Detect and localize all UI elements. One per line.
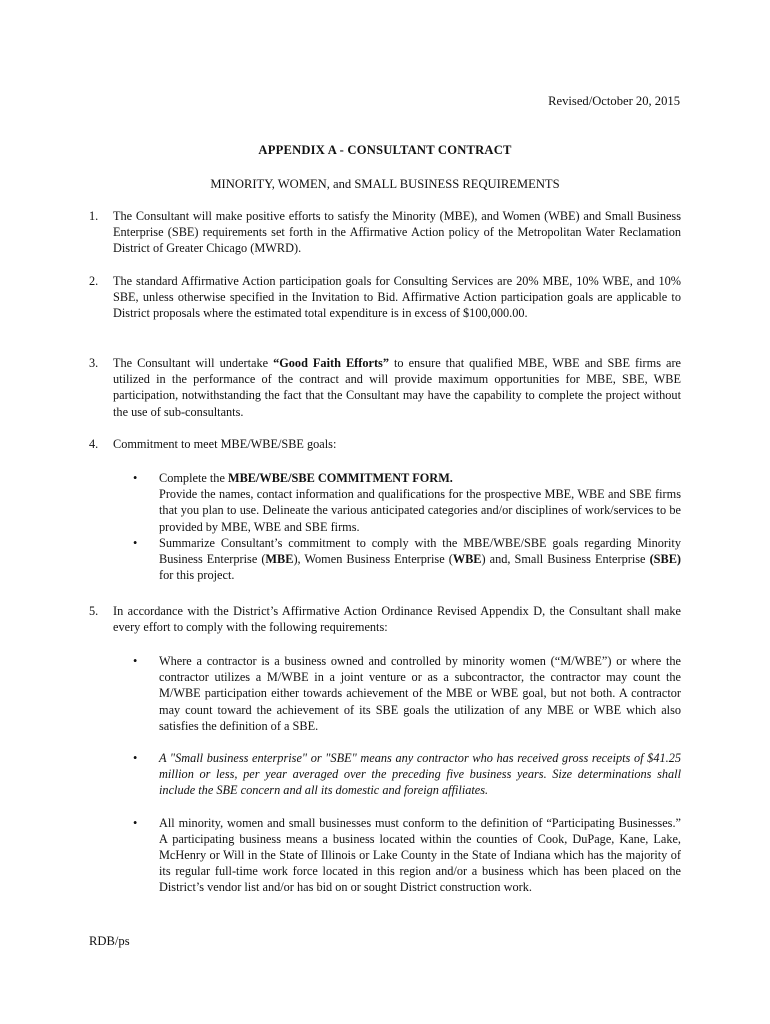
bullet-participating-businesses xyxy=(133,815,681,896)
list-item-2 xyxy=(89,273,681,322)
bullet-glyph: • xyxy=(133,815,138,830)
bullet-glyph: • xyxy=(133,654,138,668)
item-5-bullets xyxy=(133,653,681,896)
bullet-sbe-definition xyxy=(133,750,681,799)
item-text: Commitment to meet MBE/WBE/SBE goals: xyxy=(113,437,337,451)
bullet-text: A "Small business enterprise" or "SBE" means any contractor who has received gross receipts of $41.25 million or less, per year averaged over the preceding five business years. Size determinations shall include the SBE concern and all its domestic and foreign affiliates. xyxy=(159,751,681,798)
wbe-label: WBE xyxy=(452,552,482,567)
bullet-commitment-form xyxy=(133,470,681,535)
bullet-glyph: • xyxy=(133,471,138,485)
bullet-glyph: • xyxy=(133,535,138,550)
bullet-mwbe xyxy=(133,653,681,734)
item-number: 2. xyxy=(89,274,99,288)
revision-date: Revised/October 20, 2015 xyxy=(548,94,680,108)
bullet-text: for this project. xyxy=(159,568,235,583)
item-number: 4. xyxy=(89,437,99,451)
item-text xyxy=(113,355,681,420)
item-text-pre: The Consultant will undertake xyxy=(113,356,274,370)
page-title: APPENDIX A - CONSULTANT CONTRACT xyxy=(258,143,512,157)
item-number: 5. xyxy=(89,604,99,618)
commitment-form-label: MBE/WBE/SBE COMMITMENT FORM. xyxy=(227,471,453,485)
bullet-text: Summarize Consultant’s commitment to comply with the MBE/WBE/SBE goals regarding Minority Business Enterprise ( xyxy=(159,535,681,567)
bullet-text: Where a contractor is a business owned and controlled by minority women (“M/WBE”) or where the contractor utilizes a M/WBE in a joint venture or as a subcontractor, the contractor may count the M/WBE participation either towards achievement of the MBE or WBE goal, but not both. A contractor may count toward the achievement of its SBE goals the utilization of any MBE or WBE which also satisfies the definition of a SBE. xyxy=(159,654,681,733)
item-text: The Consultant will make positive efforts to satisfy the Minority (MBE), and Women (WBE) and Small Business Enterprise (SBE) requirements set forth in the Affirmative Action policy of the Metropolitan Water Reclamation District of Greater Chicago (MWRD). xyxy=(113,209,681,256)
item-text: In accordance with the District’s Affirmative Action Ordinance Revised Appendix D, the Consultant shall make every effort to comply with the following requirements: xyxy=(113,604,681,635)
page-subtitle: MINORITY, WOMEN, and SMALL BUSINESS REQUIREMENTS xyxy=(210,177,560,191)
bullet-text: ) and, Small Business Enterprise xyxy=(481,552,650,567)
bullet-text: All minority, women and small businesses must conform to the definition of “Participating Businesses.” A participating business means a business located within the counties of Cook, DuPage, Kane, Lake, McHenry or Will in the State of Illinois or Lake County in the State of Indiana which has the majority of its regular full-time work force located in this region and/or a business which has been placed on the District’s vendor list and/or has bid on or sought District construction work. xyxy=(159,815,681,895)
item-text: The standard Affirmative Action participation goals for Consulting Services are 20% MBE, 10% WBE, and 10% SBE, unless otherwise specified in the Invitation to Bid. Affirmative Action participation goals are applicable to District proposals where the estimated total expenditure is in excess of $100,000.00. xyxy=(113,274,681,321)
item-number: 1. xyxy=(89,209,99,223)
item-text-post: to ensure that qualified MBE, WBE and SBE firms are utilized in the performance of the contract and will provide maximum opportunities for MBE, SBE, WBE participation, notwithstanding the fact that the Consultant may have the capability to complete the project without the use of sub-consultants. xyxy=(113,356,681,419)
bullet-text: Complete the xyxy=(159,471,228,485)
sbe-label: (SBE) xyxy=(649,552,681,567)
bullet-glyph: • xyxy=(133,751,138,766)
mbe-label: MBE xyxy=(265,552,294,567)
bullet-summarize-commitment xyxy=(133,535,681,584)
item-number: 3. xyxy=(89,356,99,370)
list-item-4 xyxy=(89,436,681,452)
good-faith-efforts: “Good Faith Efforts” xyxy=(273,356,389,370)
footer-initials: RDB/ps xyxy=(89,934,130,948)
item-4-bullets xyxy=(133,470,681,583)
bullet-text: ), Women Business Enterprise ( xyxy=(293,552,453,567)
list-item-1 xyxy=(89,208,681,257)
bullet-text: Provide the names, contact information and qualifications for the prospective MBE, WBE and SBE firms that you plan to use. Delineate the various anticipated categories and/or disciplines of work/services to be provided by MBE, WBE and SBE firms. xyxy=(159,487,681,534)
list-item-3 xyxy=(89,355,681,420)
list-item-5 xyxy=(89,603,681,635)
